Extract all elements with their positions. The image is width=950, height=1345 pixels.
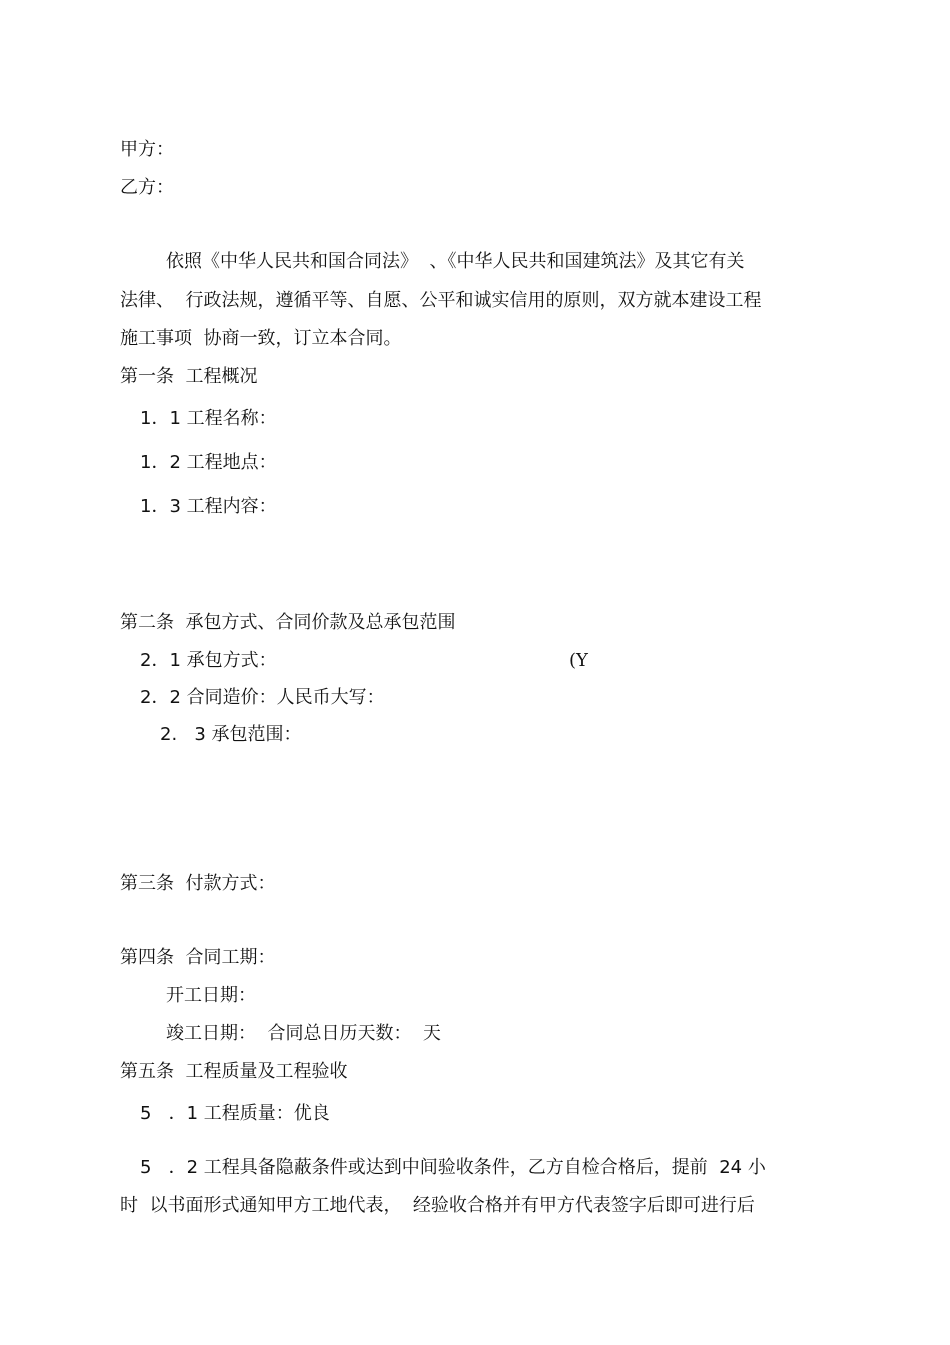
party-b-label: 乙方： [120, 177, 174, 198]
article-2-item-1-mark: (Y [569, 650, 588, 671]
article-3-heading: 第三条 付款方式： [120, 873, 276, 894]
article-1-heading: 第一条 工程概况 [120, 366, 258, 387]
article-1-item-2: 1．2 工程地点： [140, 452, 277, 473]
article-2-item-2: 2．2 合同造价：人民币大写： [140, 687, 385, 708]
article-5-item-1: 5 ．1 工程质量：优良 [140, 1103, 330, 1124]
party-a-label: 甲方： [120, 139, 174, 160]
article-5-heading: 第五条 工程质量及工程验收 [120, 1061, 348, 1082]
article-2-item-3: 2. 3 承包范围： [160, 724, 302, 745]
article-5-item-2-line-1: 5 ．2 工程具备隐蔽条件或达到中间验收条件，乙方自检合格后，提前 24 小 [140, 1157, 766, 1178]
article-5-item-2-line-2: 时 以书面形式通知甲方工地代表， 经验收合格并有甲方代表签字后即可进行后 [120, 1195, 755, 1216]
article-4-heading: 第四条 合同工期： [120, 947, 276, 968]
intro-line-1: 依照《中华人民共和国合同法》 、《中华人民共和国建筑法》及其它有关 [166, 251, 745, 272]
article-4-start-date: 开工日期： [166, 985, 256, 1006]
intro-line-2: 法律、 行政法规，遵循平等、自愿、公平和诚实信用的原则，双方就本建设工程 [120, 290, 762, 311]
article-4-end-date: 竣工日期： 合同总日历天数： 天 [166, 1023, 441, 1044]
article-2-item-1: 2．1 承包方式： [140, 650, 277, 671]
intro-line-3: 施工事项 协商一致，订立本合同。 [120, 328, 402, 349]
article-2-heading: 第二条 承包方式、合同价款及总承包范围 [120, 612, 456, 633]
article-1-item-1: 1．1 工程名称： [140, 408, 277, 429]
article-1-item-3: 1．3 工程内容： [140, 496, 277, 517]
